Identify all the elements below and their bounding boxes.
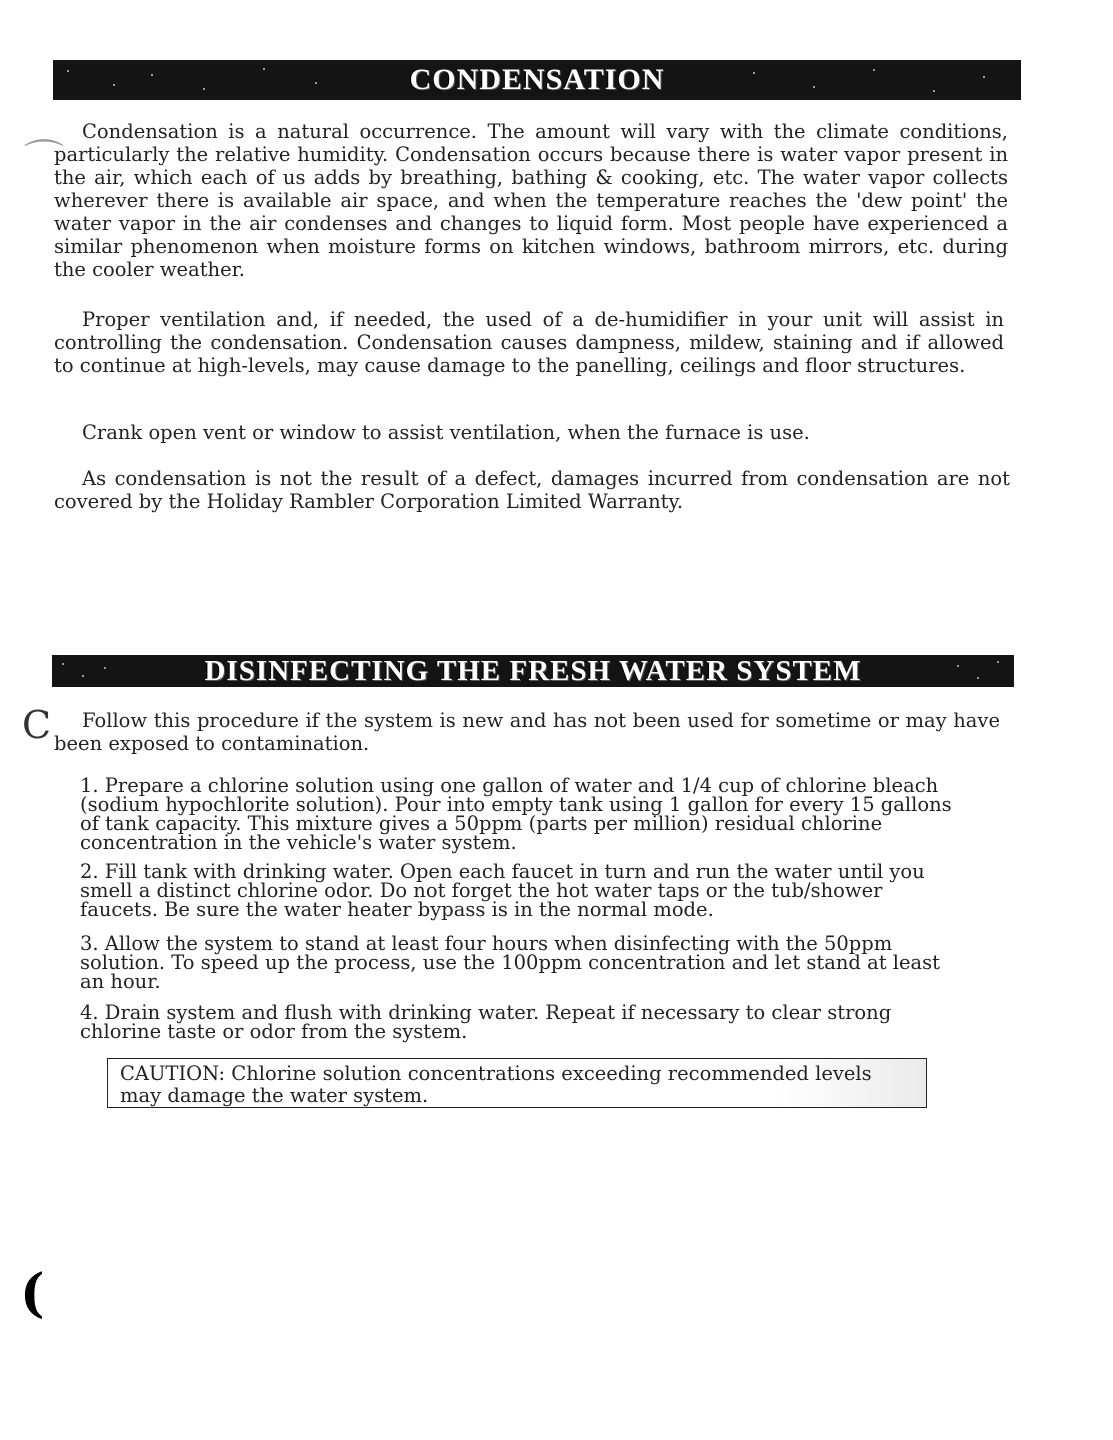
- punch-hole-mark-middle: C: [22, 703, 52, 747]
- disinfecting-step-4: 4. Drain system and flush with drinking water. Repeat if necessary to clear strong chlorine taste or odor from the system.: [80, 1001, 892, 1043]
- disinfecting-step-2: 2. Fill tank with drinking water. Open each faucet in turn and run the water until you smell a distinct chlorine odor. Do not forget the hot water taps or the tub/shower faucets. Be sure the water heater bypass is in the normal mode.: [80, 860, 925, 921]
- condensation-paragraph-1: Condensation is a natural occurrence. The amount will vary with the climate conditions, particularly the relative humidity. Condensation occurs because there is water vapor present in the air, which each of us adds by breathing, bathing & cooking, etc. The water vapor collects wherever there is available air space, and when the temperature reaches the 'dew point' the water vapor in the air condenses and changes to liquid form. Most people have experienced a similar phenomenon when moisture forms on kitchen windows, bathroom mirrors, etc. during the cooler weather.: [54, 120, 1008, 281]
- condensation-paragraph-4: As condensation is not the result of a defect, damages incurred from condensation are not covered by the Holiday Rambler Corporation Limited Warranty.: [54, 467, 1010, 513]
- condensation-heading-banner: [53, 60, 1021, 100]
- disinfecting-heading-banner: [52, 655, 1014, 687]
- disinfecting-title: DISINFECTING THE FRESH WATER SYSTEM: [194, 655, 871, 687]
- disinfecting-step-3: 3. Allow the system to stand at least four hours when disinfecting with the 50ppm solution. To speed up the process, use the 100ppm concentration and let stand at least an hour.: [80, 932, 940, 993]
- punch-hole-mark-bottom: (: [20, 1263, 45, 1324]
- caution-box: CAUTION: Chlorine solution concentrations exceeding recommended levels may damage the water system.: [107, 1058, 927, 1108]
- condensation-paragraph-2: Proper ventilation and, if needed, the used of a de-humidifier in your unit will assist in controlling the condensation. Condensation causes dampness, mildew, staining and if allowed to continue at high-levels, may cause damage to the panelling, ceilings and floor structures.: [54, 308, 1004, 377]
- disinfecting-step-1: 1. Prepare a chlorine solution using one gallon of water and 1/4 cup of chlorine bleach (sodium hypochlorite solution). Pour into empty tank using 1 gallon for every 15 gallons of tank capacity. This mixture gives a 50ppm (parts per million) residual chlorine concentration in the vehicle's water system.: [80, 774, 952, 854]
- disinfecting-intro: Follow this procedure if the system is new and has not been used for sometime or may have been exposed to contamination.: [54, 709, 1000, 755]
- condensation-paragraph-3: Crank open vent or window to assist ventilation, when the furnace is use.: [82, 421, 810, 444]
- punch-hole-mark-top: ⌒: [24, 137, 64, 183]
- condensation-title: CONDENSATION: [400, 60, 675, 100]
